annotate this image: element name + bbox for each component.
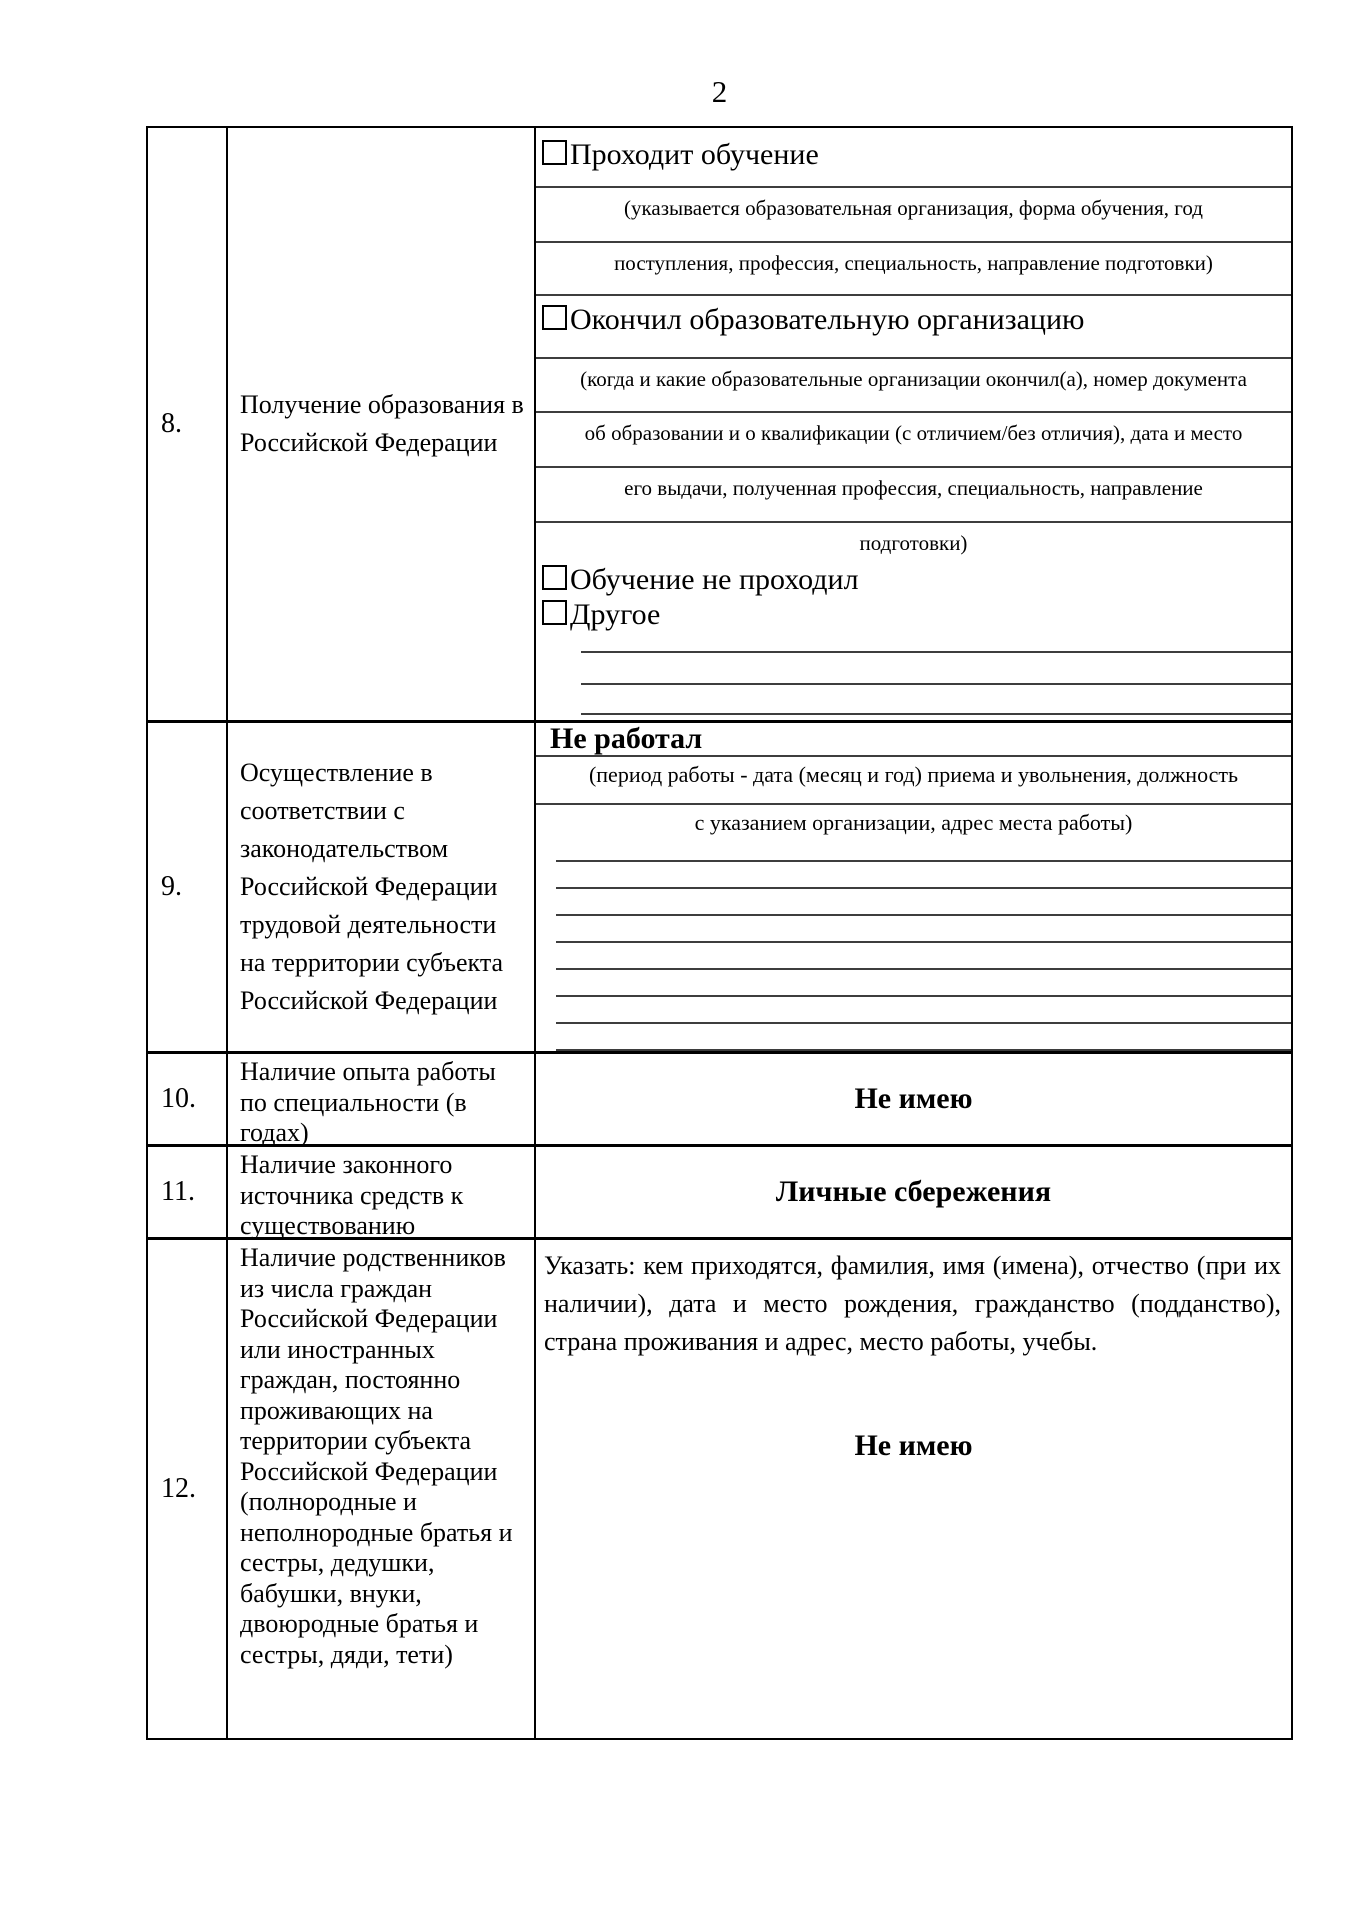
row-10-value: Не имею — [854, 1082, 973, 1115]
row-10-number: 10. — [148, 1054, 228, 1144]
row-11-number: 11. — [148, 1147, 228, 1237]
caption-line-education-5: его выдачи, полученная профессия, специальность, направление — [536, 466, 1291, 521]
caption-line-education-4: об образовании и о квалификации (с отличием/без отличия), дата и место — [536, 411, 1291, 466]
checkbox-no-training[interactable] — [542, 565, 567, 590]
row-9-content — [536, 723, 1291, 1051]
blank-write-line — [581, 631, 1291, 653]
row-12-number: 12. — [148, 1240, 228, 1738]
table-row-10 — [148, 1051, 1291, 1147]
row-11-label — [228, 1147, 536, 1240]
blank-write-line — [581, 685, 1291, 715]
checkbox-other-label: Другое — [570, 598, 661, 631]
row-9-number: 9. — [148, 723, 228, 1051]
page-number: 2 — [711, 74, 728, 109]
row-10-label-text: Наличие опыта работы по специальности (в годах) — [240, 1057, 496, 1147]
row-9-label — [228, 723, 536, 1051]
checkbox-option-graduated — [536, 294, 1291, 357]
row-12-label-text: Наличие родственников из числа граждан Российской Федерации или иностранных граждан, постоянно проживающих на территории субъекта Российской Федерации (полнородные и неполнородные братья и сестры, дедушки, бабушки, внуки, двоюродные братья и сестры, дяди, тети) — [240, 1243, 513, 1669]
blank-write-line — [556, 1024, 1291, 1051]
work-status-value: Не работал — [536, 723, 1291, 757]
caption-line-education-2: поступления, профессия, специальность, направление подготовки) — [536, 241, 1291, 294]
checkbox-option-other — [536, 596, 1291, 631]
checkbox-option-no-training — [536, 561, 1291, 596]
row-11-label-text: Наличие законного источника средств к существованию — [240, 1150, 464, 1240]
caption-line-education-6: подготовки) — [536, 521, 1291, 561]
blank-write-line — [556, 835, 1291, 862]
checkbox-no-training-label: Обучение не проходил — [570, 563, 859, 596]
caption-line-education-1: (указывается образовательная организация, форма обучения, год — [536, 186, 1291, 241]
checkbox-other[interactable] — [542, 600, 567, 625]
caption-line-work-2: с указанием организации, адрес места работы) — [694, 810, 1133, 835]
table-row-8 — [148, 128, 1291, 720]
relatives-hint-text: Указать: кем приходятся, фамилия, имя (имена), отчество (при их наличии), дата и место рождения, гражданство (подданство), страна проживания и адрес, место работы, учебы. — [544, 1251, 1281, 1356]
checkbox-graduated-label: Окончил образовательную организацию — [570, 303, 1085, 336]
table-row-12 — [148, 1237, 1291, 1738]
row-8-content — [536, 128, 1291, 720]
row-8-number: 8. — [148, 128, 228, 720]
application-form-table — [146, 126, 1293, 1740]
blank-write-line — [556, 943, 1291, 970]
row-8-label — [228, 128, 536, 720]
table-row-11 — [148, 1144, 1291, 1240]
checkbox-option-studying — [536, 128, 1291, 186]
blank-write-line — [556, 862, 1291, 889]
checkbox-studying[interactable] — [542, 140, 567, 165]
table-row-9 — [148, 720, 1291, 1051]
row-9-label-text: Осуществление в соответствии с законодательством Российской Федерации трудовой деятельности на территории субъекта Российской Федерации — [240, 758, 504, 1015]
caption-line-work-1: (период работы - дата (месяц и год) приема и увольнения, должность — [536, 757, 1291, 805]
row-8-label-text: Получение образования в Российской Федерации — [240, 390, 524, 457]
blank-write-line — [581, 653, 1291, 685]
checkbox-studying-label: Проходит обучение — [570, 138, 819, 171]
relatives-value: Не имею — [854, 1429, 973, 1462]
caption-line-education-3: (когда и какие образовательные организации окончил(а), номер документа — [536, 357, 1291, 411]
row-10-label — [228, 1054, 536, 1147]
checkbox-graduated[interactable] — [542, 305, 567, 330]
blank-write-line — [556, 889, 1291, 916]
row-12-label — [228, 1240, 536, 1738]
blank-write-line — [556, 916, 1291, 943]
row-12-content — [536, 1240, 1291, 1738]
row-11-value: Личные сбережения — [775, 1175, 1052, 1208]
blank-write-line — [556, 997, 1291, 1024]
blank-write-line — [556, 970, 1291, 997]
